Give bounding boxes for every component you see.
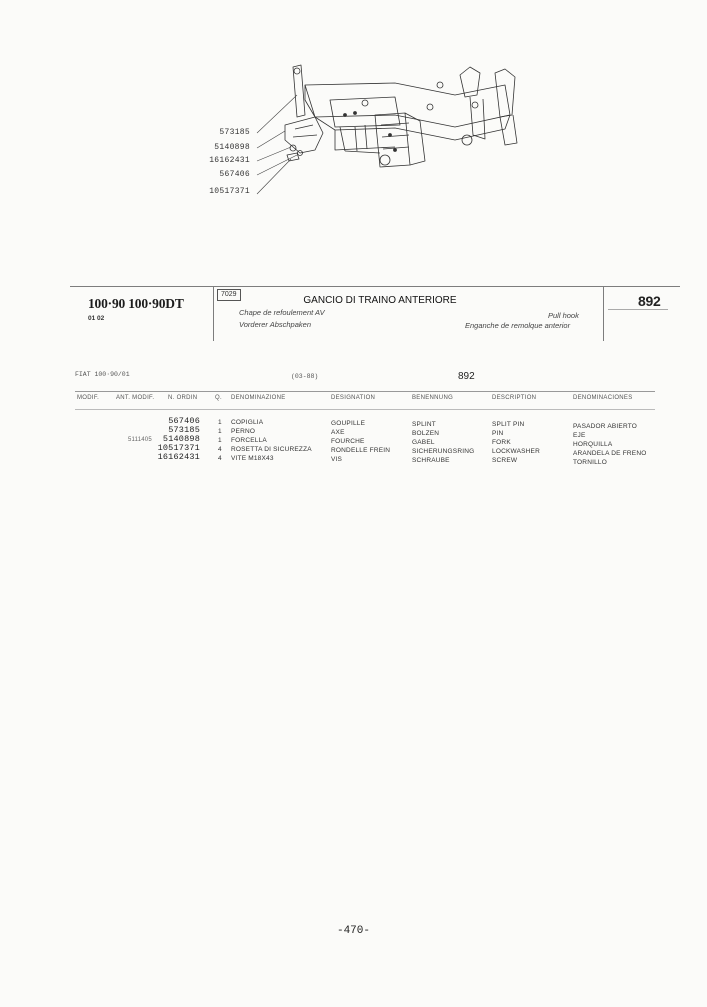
group-number: 892 xyxy=(458,371,475,382)
table-row-french: AXE xyxy=(331,429,345,436)
model-name: 100·90 100·90DT xyxy=(88,296,184,311)
table-row-part-number: 567406 xyxy=(168,416,200,426)
header-divider-right xyxy=(603,286,604,341)
table-row-spanish: PASADOR ABIERTO xyxy=(573,423,638,430)
table-row-quantity: 1 xyxy=(218,437,222,444)
table-row-italian: PERNO xyxy=(231,428,256,435)
table-row-english: FORK xyxy=(492,439,511,446)
table-row-french: VIS xyxy=(331,456,343,463)
table-header-top-rule xyxy=(75,391,655,392)
table-row-german: SPLINT xyxy=(412,421,436,428)
table-row-part-number: 573185 xyxy=(168,425,200,435)
col-header-quantity: Q. xyxy=(215,395,222,401)
date-label: (03-88) xyxy=(291,373,319,380)
callout-label: 5140898 xyxy=(214,143,250,152)
callout-label: 10517371 xyxy=(209,187,250,196)
header-divider-left xyxy=(213,286,214,341)
table-row-english: SPLIT PIN xyxy=(492,421,525,428)
group-code-box: 7029 xyxy=(217,289,241,301)
callout-label: 573185 xyxy=(219,128,250,137)
col-header-english: DESCRIPTION xyxy=(492,395,537,401)
col-header-french: DESIGNATION xyxy=(331,395,376,401)
table-row-german: BOLZEN xyxy=(412,430,440,437)
col-header-part-number: N. ORDIN xyxy=(168,395,198,401)
table-row-part-number: 16162431 xyxy=(157,452,200,462)
table-row-german: GABEL xyxy=(412,439,435,446)
section-title: GANCIO DI TRAINO ANTERIORE xyxy=(303,295,457,306)
tractor-front-support-illustration xyxy=(205,55,535,205)
table-row-french: RONDELLE FREIN xyxy=(331,447,391,454)
col-header-spanish: DENOMINACIONES xyxy=(573,395,633,401)
col-header-ant-modif: ANT. MODIF. xyxy=(116,395,155,401)
table-row-part-number: 10517371 xyxy=(157,443,200,453)
title-english: Pull hook xyxy=(548,311,579,320)
table-row-part-number: 5140898 xyxy=(162,434,200,444)
title-french: Chape de refoulement AV xyxy=(239,308,325,317)
table-row-quantity: 4 xyxy=(218,446,222,453)
table-row-german: SCHRAUBE xyxy=(412,457,450,464)
page-number: -470- xyxy=(336,925,370,937)
table-header-bottom-rule xyxy=(75,409,655,410)
callout-label: 567406 xyxy=(219,170,250,179)
table-row-french: GOUPILLE xyxy=(331,420,366,427)
table-row-french: FOURCHE xyxy=(331,438,365,445)
parts-drawing xyxy=(205,55,535,205)
page-code-rule xyxy=(608,309,668,310)
table-row-spanish: TORNILLO xyxy=(573,459,607,466)
title-german: Vorderer Abschpaken xyxy=(239,320,311,329)
model-line: FIAT 100·90/01 xyxy=(75,371,130,378)
table-row-italian: FORCELLA xyxy=(231,437,267,444)
table-row-english: PIN xyxy=(492,430,504,437)
table-row-ant-modif: 5111405 xyxy=(128,437,152,443)
table-row-english: SCREW xyxy=(492,457,518,464)
title-spanish: Enganche de remolque anterior xyxy=(465,321,571,330)
table-row-quantity: 1 xyxy=(218,428,222,435)
table-row-spanish: ARANDELA DE FRENO xyxy=(573,450,647,457)
col-header-german: BENENNUNG xyxy=(412,395,454,401)
page-code: 892 xyxy=(638,293,661,309)
table-row-quantity: 4 xyxy=(218,455,222,462)
table-row-quantity: 1 xyxy=(218,419,222,426)
col-header-italian: DENOMINAZIONE xyxy=(231,395,286,401)
table-row-spanish: HORQUILLA xyxy=(573,441,613,448)
col-header-modif: MODIF. xyxy=(77,395,100,401)
model-variant: 01 02 xyxy=(88,315,105,322)
table-row-italian: VITE M18X43 xyxy=(231,455,274,462)
table-row-italian: COPIGLIA xyxy=(231,419,264,426)
table-row-italian: ROSETTA DI SICUREZZA xyxy=(231,446,312,453)
header-top-rule xyxy=(70,286,680,287)
callout-label: 16162431 xyxy=(209,156,250,165)
table-row-spanish: EJE xyxy=(573,432,586,439)
table-row-english: LOCKWASHER xyxy=(492,448,540,455)
table-row-german: SICHERUNGSRING xyxy=(412,448,475,455)
